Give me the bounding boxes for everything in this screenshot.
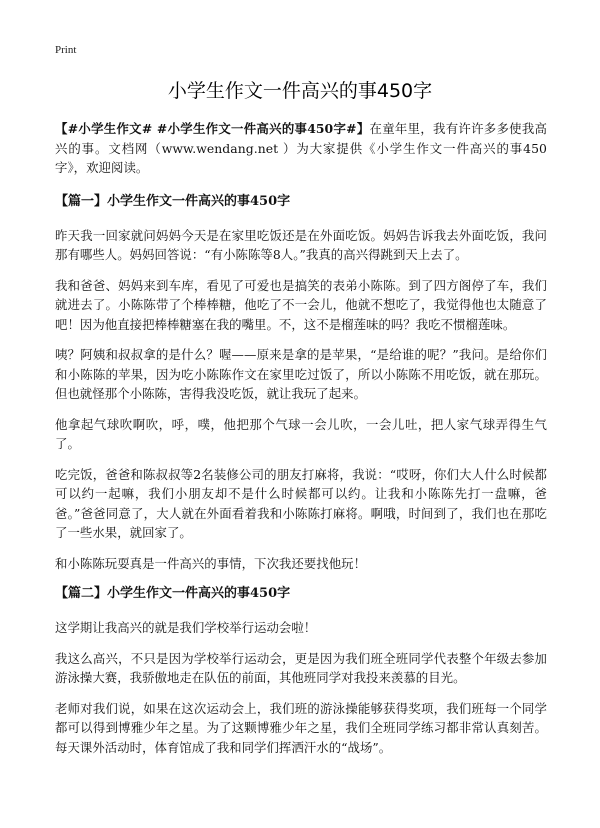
- print-link[interactable]: Print: [55, 44, 77, 56]
- paragraph: 吃完饭，爸爸和陈叔叔等2名装修公司的朋友打麻将，我说：“哎呀，你们大人什么时候都可以约一起嘛，我们小朋友却不是什么时候都可以约。让我和小陈陈先打一盘嘛，爸爸。”爸爸同意了，大人就在外面看着我和小陈陈打麻将。啊哦，时间到了，我们也在那吃了一些水果，就回家了。: [55, 466, 547, 540]
- intro-text: 在童年里，我有许许多多使我高兴的事。文档网（www.wendang.net ）为大家提供《小学生作文一件高兴的事450字》，欢迎阅读。: [55, 121, 547, 175]
- article-body: [55, 119, 547, 768]
- paragraph: 我和爸爸、妈妈来到车库，看见了可爱也是搞笑的表弟小陈陈。到了四方阁停了车，我们就进去了。小陈陈带了个棒棒糖，他吃了不一会儿，他就不想吃了，我觉得他也太随意了吧！因为他直接把棒棒糖塞在我的嘴里。不，这不是榴莲味的吗？我吃不惯榴莲味。: [55, 277, 547, 332]
- intro-tag: 【#小学生作文# #小学生作文一件高兴的事450字#】: [55, 121, 370, 136]
- paragraph: 我这么高兴，不只是因为学校举行运动会，更是因为我们班全班同学代表整个年级去参加游泳操大赛，我骄傲地走在队伍的前面，其他班同学对我投来羡慕的目光。: [55, 650, 547, 685]
- paragraph: 昨天我一回家就问妈妈今天是在家里吃饭还是在外面吃饭。妈妈告诉我去外面吃饭，我问那有哪些人。妈妈回答说：“有小陈陈等8人。”我真的高兴得跳到天上去了。: [55, 227, 547, 262]
- paragraph: 和小陈陈玩耍真是一件高兴的事情，下次我还要找他玩！: [55, 555, 367, 571]
- paragraph: 他拿起气球吹啊吹，呼，噗，他把那个气球一会儿吹，一会儿吐，把人家气球弄得生气了。: [55, 416, 547, 451]
- paragraph: 老师对我们说，如果在这次运动会上，我们班的游泳操能够获得奖项，我们班每一个同学都可以得到博雅少年之星。为了这颗博雅少年之星，我们全班同学练习都非常认真刻苦。每天课外活动时，体育馆成了我和同学们挥洒汗水的“战场”。: [55, 700, 547, 755]
- page-title: 小学生作文一件高兴的事450字: [167, 80, 433, 102]
- paragraph: 咦？阿姨和叔叔拿的是什么？喔——原来是拿的是苹果，“是给谁的呢？”我问。是给你们和小陈陈的苹果，因为吃小陈陈作文在家里吃过饭了，所以小陈陈不用吃饭，就在那玩。但也就怪那个小陈陈，害得我没吃饭，就让我玩了起来。: [55, 347, 547, 401]
- paragraph: 这学期让我高兴的就是我们学校举行运动会啦！: [55, 620, 317, 635]
- intro-paragraph: [55, 119, 547, 178]
- section-heading: 【篇一】小学生作文一件高兴的事450字: [55, 193, 291, 209]
- section-heading: 【篇二】小学生作文一件高兴的事450字: [55, 586, 291, 601]
